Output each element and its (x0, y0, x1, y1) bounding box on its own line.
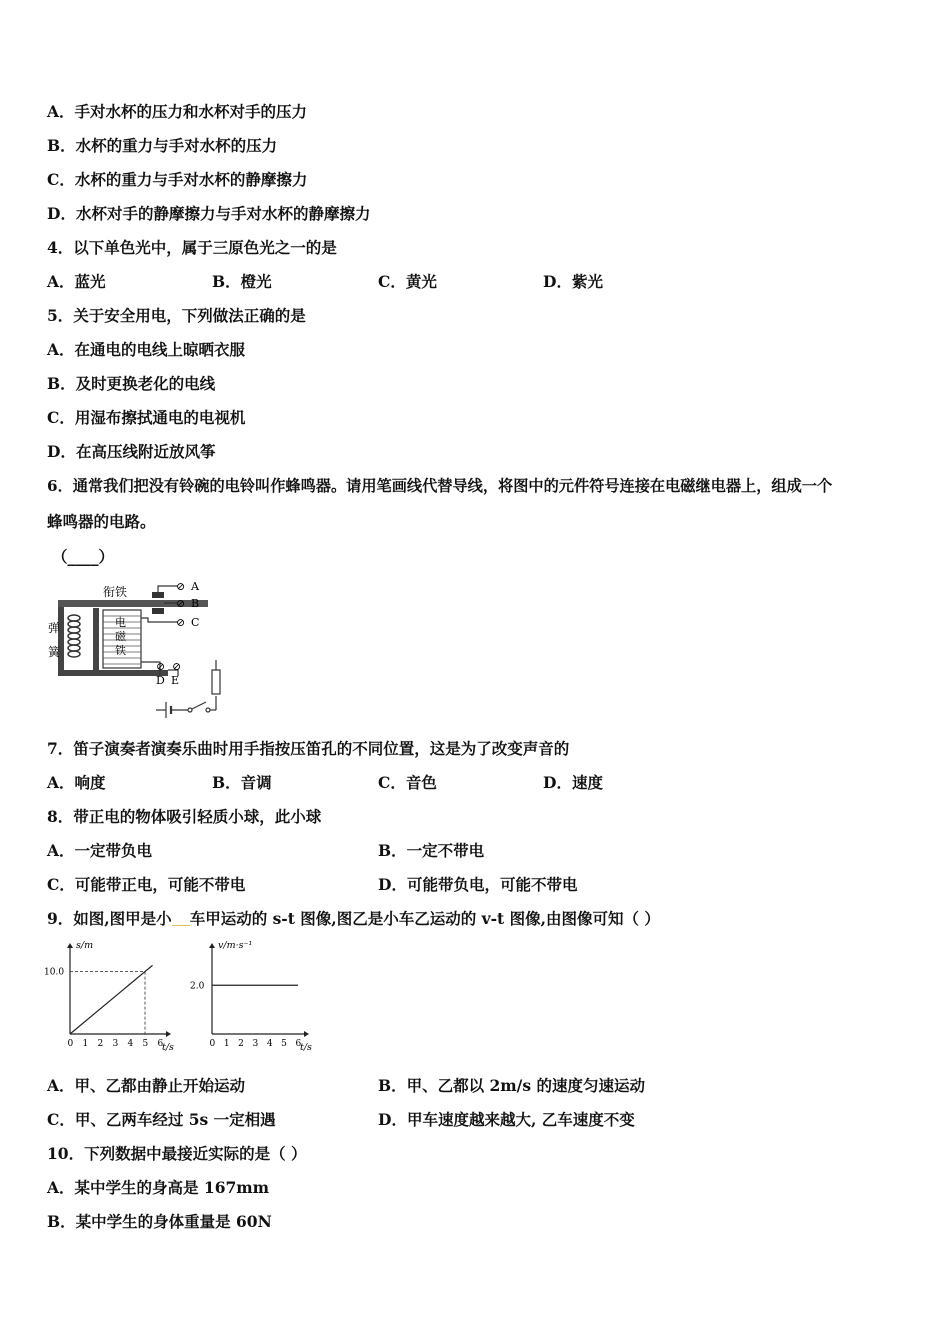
st-chart-series-line-0 (70, 965, 153, 1034)
vt-chart-x-tick-6: 6 (295, 1039, 302, 1049)
contact-lower (152, 608, 164, 614)
vt-chart-x-tick-3: 3 (252, 1039, 259, 1049)
vt-chart-x-tick-0: 0 (209, 1039, 216, 1049)
q10-option-b: B．某中学生的身体重量是 60N (47, 1212, 272, 1231)
spring-label-1: 弹 (48, 621, 61, 635)
q5-option-c: C．用湿布擦拭通电的电视机 (47, 408, 246, 427)
q3-option-a: A．手对水杯的压力和水杯对手的压力 (47, 102, 308, 121)
vt-chart-x-tick-1: 1 (223, 1039, 230, 1049)
q6-stem-line2: 蜂鸣器的电路。 (47, 512, 156, 531)
q7-stem: 7．笛子演奏者演奏乐曲时用手指按压笛孔的不同位置，这是为了改变声音的 (47, 739, 570, 758)
st-chart-x-tick-1: 1 (82, 1039, 89, 1049)
vt-chart-y-arrow (209, 943, 215, 948)
q3-option-b: B．水杯的重力与手对水杯的压力 (47, 136, 278, 155)
terminal-a-label: A (191, 580, 199, 593)
st-chart-x-arrow (166, 1031, 171, 1037)
st-chart-x-tick-4: 4 (127, 1039, 134, 1049)
vt-chart (188, 936, 312, 1058)
spring-label-2: 簧 (48, 645, 61, 659)
q6-answer-blank: （____） (52, 547, 115, 566)
relay-figure (48, 578, 234, 720)
battery-switch-resistor (156, 660, 220, 718)
q9-stem-part1: 9．如图,图甲是小 (47, 909, 172, 928)
terminal-e-label: E (171, 674, 180, 687)
electromagnet-post (93, 608, 99, 670)
terminal-a-mark: ⊘ (176, 580, 186, 593)
q8-stem: 8．带正电的物体吸引轻质小球，此小球 (47, 807, 322, 826)
terminal-c-mark: ⊘ (176, 616, 186, 629)
st-chart-x-label: t/s (162, 1042, 174, 1053)
q6-stem-line1: 6．通常我们把没有铃碗的电铃叫作蜂鸣器。请用笔画线代替导线，将图中的元件符号连接在电磁继电器上，组成一个 (47, 477, 833, 495)
q8-option-b: B．一定不带电 (378, 841, 485, 860)
q4-option-a: A．蓝光 (47, 272, 106, 291)
st-chart-x-tick-0: 0 (67, 1039, 74, 1049)
spring (68, 615, 80, 657)
vt-chart-y-tick-0: 2.0 (190, 981, 205, 992)
vt-chart-x-label: t/s (300, 1042, 312, 1053)
terminal-d-mark: ⊘ (156, 660, 166, 673)
q5-stem: 5．关于安全用电，下列做法正确的是 (47, 306, 306, 325)
terminal-b-label: B (191, 597, 200, 610)
q7-option-d: D．速度 (543, 773, 603, 792)
terminal-e-mark: ⊘ (172, 660, 182, 673)
st-chart-y-arrow (67, 943, 73, 948)
q10-option-a: A．某中学生的身高是 167mm (47, 1178, 270, 1197)
st-chart-y-tick-0: 10.0 (44, 967, 65, 978)
q9-stem (47, 909, 660, 929)
q8-option-c: C．可能带正电，可能不带电 (47, 875, 246, 894)
st-chart-y-label: s/m (76, 940, 94, 951)
q5-option-b: B．及时更换老化的电线 (47, 374, 216, 393)
vt-chart-x-tick-2: 2 (238, 1039, 244, 1049)
st-chart-x-tick-3: 3 (112, 1039, 119, 1049)
q8-option-a: A．一定带负电 (47, 841, 153, 860)
q4-stem: 4．以下单色光中，属于三原色光之一的是 (47, 238, 337, 257)
st-chart-x-tick-5: 5 (142, 1039, 149, 1049)
q9-option-a: A．甲、乙都由静止开始运动 (47, 1076, 246, 1095)
relay-base (58, 670, 168, 676)
q9-stem-gap (172, 911, 190, 926)
q3-option-c: C．水杯的重力与手对水杯的静摩擦力 (47, 170, 308, 189)
q10-stem: 10．下列数据中最接近实际的是（ ） (47, 1144, 307, 1163)
q9-stem-part2: 车甲运动的 s-t 图像,图乙是小车乙运动的 v-t 图像,由图像可知（ ） (189, 909, 660, 928)
q9-option-c: C．甲、乙两车经过 5s 一定相遇 (47, 1110, 276, 1129)
vt-chart-x-tick-4: 4 (266, 1039, 273, 1049)
vt-chart-y-label: v/m·s⁻¹ (218, 940, 253, 951)
terminal-b-mark: ⊘ (176, 597, 186, 610)
core-label-3: 铁 (115, 644, 126, 657)
q5-option-d: D．在高压线附近放风筝 (47, 442, 216, 461)
q7-option-a: A．响度 (47, 773, 106, 792)
q4-option-b: B．橙光 (212, 272, 272, 291)
q9-option-d: D．甲车速度越来越大, 乙车速度不变 (378, 1110, 635, 1129)
vt-chart-x-tick-5: 5 (281, 1039, 287, 1049)
core-label-1: 电 (115, 616, 126, 629)
relay-frame-left (58, 606, 64, 676)
contact-upper (152, 592, 164, 598)
q3-option-d: D．水杯对手的静摩擦力与手对水杯的静摩擦力 (47, 204, 371, 223)
q9-option-b: B．甲、乙都以 2m/s 的速度匀速运动 (378, 1076, 645, 1095)
st-chart-x-tick-2: 2 (97, 1039, 104, 1049)
vt-chart-x-arrow (304, 1031, 309, 1037)
st-chart (44, 936, 172, 1058)
st-chart-x-tick-6: 6 (157, 1039, 164, 1049)
q5-option-a: A．在通电的电线上晾晒衣服 (47, 340, 246, 359)
armature-bar (58, 600, 208, 607)
terminal-d-label: D (156, 674, 165, 687)
armature-label: 衔铁 (103, 585, 128, 599)
q4-option-c: C．黄光 (378, 272, 437, 291)
q7-option-b: B．音调 (212, 773, 272, 792)
terminal-c-label: C (191, 616, 200, 629)
q7-option-c: C．音色 (378, 773, 437, 792)
q8-option-d: D．可能带负电，可能不带电 (378, 875, 578, 894)
core-label-2: 磁 (115, 630, 126, 643)
q4-option-d: D．紫光 (543, 272, 603, 291)
